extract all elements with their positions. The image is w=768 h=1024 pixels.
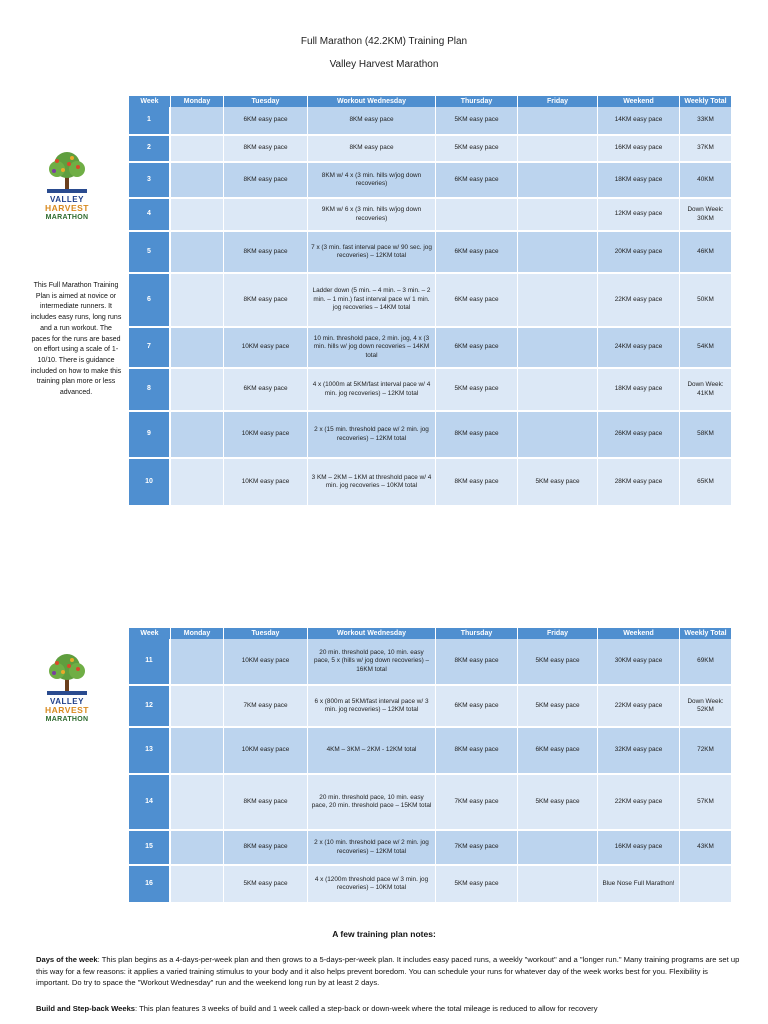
cell-week: 8 (129, 369, 171, 412)
cell-week: 3 (129, 163, 171, 199)
cell-monday (171, 728, 224, 775)
cell-tuesday: 6KM easy pace (224, 107, 308, 136)
cell-wednesday: 4 x (1000m at 5KM/fast interval pace w/ 4 min. jog recoveries) – 12KM total (308, 369, 436, 412)
cell-tuesday: 8KM easy pace (224, 232, 308, 274)
cell-friday: 5KM easy pace (518, 459, 598, 507)
cell-weekend: 16KM easy pace (598, 831, 680, 866)
valley-harvest-logo (31, 151, 103, 239)
valley-harvest-logo (31, 653, 103, 741)
cell-thursday: 8KM easy pace (436, 459, 518, 507)
col-thursday: Thursday (436, 628, 518, 639)
table-row (129, 831, 732, 866)
col-thursday: Thursday (436, 96, 518, 107)
plan-title: Full Marathon (42.2KM) Training Plan (300, 36, 468, 47)
cell-tuesday: 10KM easy pace (224, 459, 308, 507)
note-days-text: : This plan begins as a 4-days-per-week plan and then grows to a 5-days-per-week plan. It includes easy paced runs, a weekly "workout" and a "longer run." Many training programs are set up this way for a few reasons: it applies a varied training stimulus to your body and it also helps prevent boredom. You can schedule your runs for whatever day of the week works best for you. Flexibility is important. Do try to space the "Workout Wednesday" run and the weekend long run by at least 2 days. (36, 955, 740, 987)
cell-monday (171, 459, 224, 507)
cell-weekly-total: 69KM (680, 639, 732, 686)
cell-friday (518, 199, 598, 232)
cell-weekend: 22KM easy pace (598, 274, 680, 328)
cell-friday (518, 232, 598, 274)
logo-word-2: HARVEST (45, 705, 89, 715)
cell-wednesday: 6 x (800m at 5KM/fast interval pace w/ 3 min. jog recoveries) – 12KM total (308, 686, 436, 728)
table-row (129, 274, 732, 328)
cell-monday (171, 831, 224, 866)
cell-thursday (436, 199, 518, 232)
cell-friday: 5KM easy pace (518, 639, 598, 686)
col-wednesday: Workout Wednesday (308, 628, 436, 639)
cell-tuesday: 6KM easy pace (224, 369, 308, 412)
cell-thursday: 8KM easy pace (436, 639, 518, 686)
cell-monday (171, 232, 224, 274)
cell-thursday: 6KM easy pace (436, 163, 518, 199)
cell-weekend: 22KM easy pace (598, 775, 680, 831)
cell-week: 16 (129, 866, 171, 904)
cell-week: 2 (129, 136, 171, 163)
cell-tuesday: 10KM easy pace (224, 328, 308, 369)
cell-wednesday: 10 min. threshold pace, 2 min. jog, 4 x (3 min. hills w/ jog down recoveries – 14KM total (308, 328, 436, 369)
table-row (129, 369, 732, 412)
col-friday: Friday (518, 628, 598, 639)
cell-thursday: 6KM easy pace (436, 328, 518, 369)
cell-weekly-total: 46KM (680, 232, 732, 274)
cell-week: 1 (129, 107, 171, 136)
cell-week: 4 (129, 199, 171, 232)
table-header-row (129, 628, 732, 639)
table-row (129, 866, 732, 904)
note-days-of-week (36, 954, 741, 989)
col-tuesday: Tuesday (224, 96, 308, 107)
cell-weekend: 14KM easy pace (598, 107, 680, 136)
cell-thursday: 7KM easy pace (436, 831, 518, 866)
cell-tuesday (224, 199, 308, 232)
cell-weekend: 12KM easy pace (598, 199, 680, 232)
col-monday: Monday (171, 628, 224, 639)
cell-friday (518, 369, 598, 412)
cell-wednesday: 2 x (10 min. threshold pace w/ 2 min. jog recoveries) – 12KM total (308, 831, 436, 866)
cell-thursday: 8KM easy pace (436, 412, 518, 459)
col-wednesday: Workout Wednesday (308, 96, 436, 107)
cell-friday (518, 136, 598, 163)
cell-tuesday: 5KM easy pace (224, 866, 308, 904)
table-row (129, 107, 732, 136)
table-row (129, 199, 732, 232)
notes-heading: A few training plan notes: (332, 929, 436, 939)
cell-wednesday: 4KM – 3KM – 2KM - 12KM total (308, 728, 436, 775)
cell-weekly-total (680, 866, 732, 904)
table-row (129, 775, 732, 831)
training-table-weeks-1-10 (129, 96, 732, 507)
cell-monday (171, 163, 224, 199)
cell-monday (171, 639, 224, 686)
logo-word-1: VALLEY (50, 697, 84, 706)
cell-friday: 5KM easy pace (518, 686, 598, 728)
cell-week: 14 (129, 775, 171, 831)
cell-friday (518, 831, 598, 866)
cell-wednesday: 9KM w/ 6 x (3 min. hills w/jog down recoveries) (308, 199, 436, 232)
cell-wednesday: 20 min. threshold pace, 10 min. easy pace, 20 min. threshold pace – 15KM total (308, 775, 436, 831)
cell-weekly-total: 43KM (680, 831, 732, 866)
cell-tuesday: 8KM easy pace (224, 136, 308, 163)
tree-icon (45, 151, 89, 193)
note-days-label: Days of the week (36, 955, 98, 964)
col-friday: Friday (518, 96, 598, 107)
cell-weekly-total: Down Week: 52KM (680, 686, 732, 728)
cell-tuesday: 10KM easy pace (224, 639, 308, 686)
cell-friday (518, 107, 598, 136)
cell-tuesday: 10KM easy pace (224, 412, 308, 459)
cell-weekend: 32KM easy pace (598, 728, 680, 775)
cell-week: 11 (129, 639, 171, 686)
table-row (129, 639, 732, 686)
cell-friday: 6KM easy pace (518, 728, 598, 775)
table-row (129, 232, 732, 274)
cell-weekly-total: 40KM (680, 163, 732, 199)
cell-wednesday: 8KM easy pace (308, 107, 436, 136)
table-row (129, 686, 732, 728)
cell-week: 12 (129, 686, 171, 728)
cell-wednesday: 7 x (3 min. fast interval pace w/ 90 sec. jog recoveries) – 12KM total (308, 232, 436, 274)
cell-monday (171, 775, 224, 831)
table-row (129, 136, 732, 163)
cell-week: 6 (129, 274, 171, 328)
note-build-weeks (36, 1003, 741, 1015)
table-row (129, 412, 732, 459)
cell-thursday: 8KM easy pace (436, 728, 518, 775)
col-weekend: Weekend (598, 628, 680, 639)
cell-weekly-total: 72KM (680, 728, 732, 775)
cell-thursday: 6KM easy pace (436, 232, 518, 274)
cell-weekend: 30KM easy pace (598, 639, 680, 686)
cell-week: 5 (129, 232, 171, 274)
table-row (129, 163, 732, 199)
table-row (129, 459, 732, 507)
logo-word-3: MARATHON (45, 716, 89, 723)
cell-week: 10 (129, 459, 171, 507)
cell-week: 7 (129, 328, 171, 369)
plan-subtitle: Valley Harvest Marathon (329, 59, 439, 70)
cell-thursday: 5KM easy pace (436, 107, 518, 136)
cell-weekly-total: 65KM (680, 459, 732, 507)
cell-weekend: 22KM easy pace (598, 686, 680, 728)
training-table-weeks-11-16 (129, 628, 732, 904)
table-row (129, 728, 732, 775)
note-build-text: : This plan features 3 weeks of build and 1 week called a step-back or down-week where the total mileage is reduced to allow for recovery (135, 1004, 598, 1013)
tree-icon (45, 653, 89, 695)
cell-thursday: 6KM easy pace (436, 686, 518, 728)
cell-wednesday: 2 x (15 min. threshold pace w/ 2 min. jog recoveries) – 12KM total (308, 412, 436, 459)
cell-monday (171, 866, 224, 904)
cell-wednesday: 4 x (1200m threshold pace w/ 3 min. jog recoveries) – 10KM total (308, 866, 436, 904)
cell-week: 13 (129, 728, 171, 775)
logo-word-2: HARVEST (45, 203, 89, 213)
cell-thursday: 6KM easy pace (436, 274, 518, 328)
cell-weekly-total: 57KM (680, 775, 732, 831)
table-header-row (129, 96, 732, 107)
table-row (129, 328, 732, 369)
cell-monday (171, 369, 224, 412)
cell-wednesday: 20 min. threshold pace, 10 min. easy pace, 5 x (hills w/ jog down recoveries) – 16KM total (308, 639, 436, 686)
col-weekly-total: Weekly Total (680, 628, 732, 639)
cell-weekend: 18KM easy pace (598, 369, 680, 412)
cell-tuesday: 7KM easy pace (224, 686, 308, 728)
cell-monday (171, 136, 224, 163)
cell-weekend: 20KM easy pace (598, 232, 680, 274)
col-tuesday: Tuesday (224, 628, 308, 639)
cell-tuesday: 8KM easy pace (224, 831, 308, 866)
cell-wednesday: 8KM easy pace (308, 136, 436, 163)
col-weekly-total: Weekly Total (680, 96, 732, 107)
cell-thursday: 7KM easy pace (436, 775, 518, 831)
cell-week: 15 (129, 831, 171, 866)
logo-word-3: MARATHON (45, 214, 89, 221)
cell-weekly-total: 33KM (680, 107, 732, 136)
cell-friday (518, 274, 598, 328)
col-monday: Monday (171, 96, 224, 107)
cell-tuesday: 10KM easy pace (224, 728, 308, 775)
cell-weekly-total: 54KM (680, 328, 732, 369)
cell-wednesday: Ladder down (5 min. – 4 min. – 3 min. – 2 min. – 1 min.) fast interval pace w/ 1 min. jog recoveries – 14KM total (308, 274, 436, 328)
note-build-label: Build and Step-back Weeks (36, 1004, 136, 1013)
cell-weekly-total: 58KM (680, 412, 732, 459)
plan-description: This Full Marathon Training Plan is aimed at novice or intermediate runners. It includes easy runs, long runs and a run workout. The paces for the runs are based on effort using a scale of 1-10/10. There is guidance included on how to make this training plan more or less advanced. (30, 282, 122, 397)
cell-friday (518, 163, 598, 199)
cell-weekend: 16KM easy pace (598, 136, 680, 163)
cell-monday (171, 686, 224, 728)
cell-monday (171, 412, 224, 459)
cell-weekly-total: 37KM (680, 136, 732, 163)
cell-weekend: 24KM easy pace (598, 328, 680, 369)
cell-friday (518, 328, 598, 369)
cell-friday (518, 412, 598, 459)
col-week: Week (129, 96, 171, 107)
cell-thursday: 5KM easy pace (436, 136, 518, 163)
cell-weekly-total: Down Week: 30KM (680, 199, 732, 232)
cell-wednesday: 8KM w/ 4 x (3 min. hills w/jog down recoveries) (308, 163, 436, 199)
cell-tuesday: 8KM easy pace (224, 775, 308, 831)
cell-monday (171, 328, 224, 369)
cell-monday (171, 274, 224, 328)
cell-weekend: 18KM easy pace (598, 163, 680, 199)
cell-thursday: 5KM easy pace (436, 369, 518, 412)
col-week: Week (129, 628, 171, 639)
cell-weekend: 26KM easy pace (598, 412, 680, 459)
cell-week: 9 (129, 412, 171, 459)
cell-wednesday: 3 KM – 2KM – 1KM at threshold pace w/ 4 min. jog recoveries – 10KM total (308, 459, 436, 507)
logo-word-1: VALLEY (50, 195, 84, 204)
cell-weekend: 28KM easy pace (598, 459, 680, 507)
cell-monday (171, 107, 224, 136)
cell-monday (171, 199, 224, 232)
cell-tuesday: 8KM easy pace (224, 274, 308, 328)
cell-friday: 5KM easy pace (518, 775, 598, 831)
cell-friday (518, 866, 598, 904)
cell-weekend: Blue Nose Full Marathon! (598, 866, 680, 904)
cell-thursday: 5KM easy pace (436, 866, 518, 904)
col-weekend: Weekend (598, 96, 680, 107)
cell-weekly-total: Down Week: 41KM (680, 369, 732, 412)
cell-weekly-total: 50KM (680, 274, 732, 328)
cell-tuesday: 8KM easy pace (224, 163, 308, 199)
